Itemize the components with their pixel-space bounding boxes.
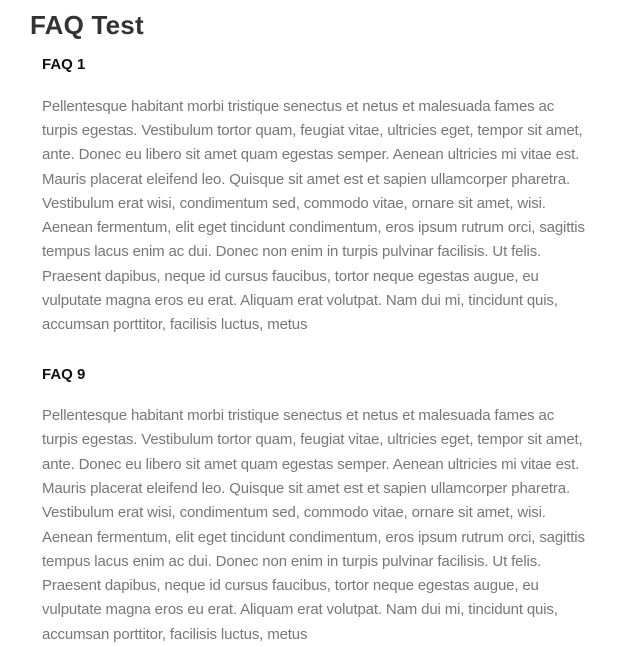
faq-question: FAQ 1 [42,56,86,74]
faq-question: FAQ 9 [42,365,86,383]
faq-section [42,367,590,647]
faq-section [42,57,590,337]
page-title: FAQ Test [30,10,144,40]
faq-answer: Pellentesque habitant morbi tristique senectus et netus et malesuada fames ac turpis egestas. Vestibulum tortor quam, feugiat vitae, ultricies eget, tempor sit amet, ante. Donec eu libero sit amet quam egestas semper. Aenean ultricies mi vitae est. Mauris placerat eleifend leo. Quisque sit amet est et sapien ullamcorper pharetra. Vestibulum erat wisi, condimentum sed, commodo vitae, ornare sit amet, wisi. Aenean fermentum, elit eget tincidunt condimentum, eros ipsum rutrum orci, sagittis tempus lacus enim ac dui. Donec non enim in turpis pulvinar facilisis. Ut felis. Praesent dapibus, neque id cursus faucibus, tortor neque egestas augue, eu vulputate magna eros eu erat. Aliquam erat volutpat. Nam dui mi, tincidunt quis, accumsan porttitor, facilisis luctus, metus [42,97,585,334]
faq-answer: Pellentesque habitant morbi tristique senectus et netus et malesuada fames ac turpis egestas. Vestibulum tortor quam, feugiat vitae, ultricies eget, tempor sit amet, ante. Donec eu libero sit amet quam egestas semper. Aenean ultricies mi vitae est. Mauris placerat eleifend leo. Quisque sit amet est et sapien ullamcorper pharetra. Vestibulum erat wisi, condimentum sed, commodo vitae, ornare sit amet, wisi. Aenean fermentum, elit eget tincidunt condimentum, eros ipsum rutrum orci, sagittis tempus lacus enim ac dui. Donec non enim in turpis pulvinar facilisis. Ut felis. Praesent dapibus, neque id cursus faucibus, tortor neque egestas augue, eu vulputate magna eros eu erat. Aliquam erat volutpat. Nam dui mi, tincidunt quis, accumsan porttitor, facilisis luctus, metus [42,407,585,643]
